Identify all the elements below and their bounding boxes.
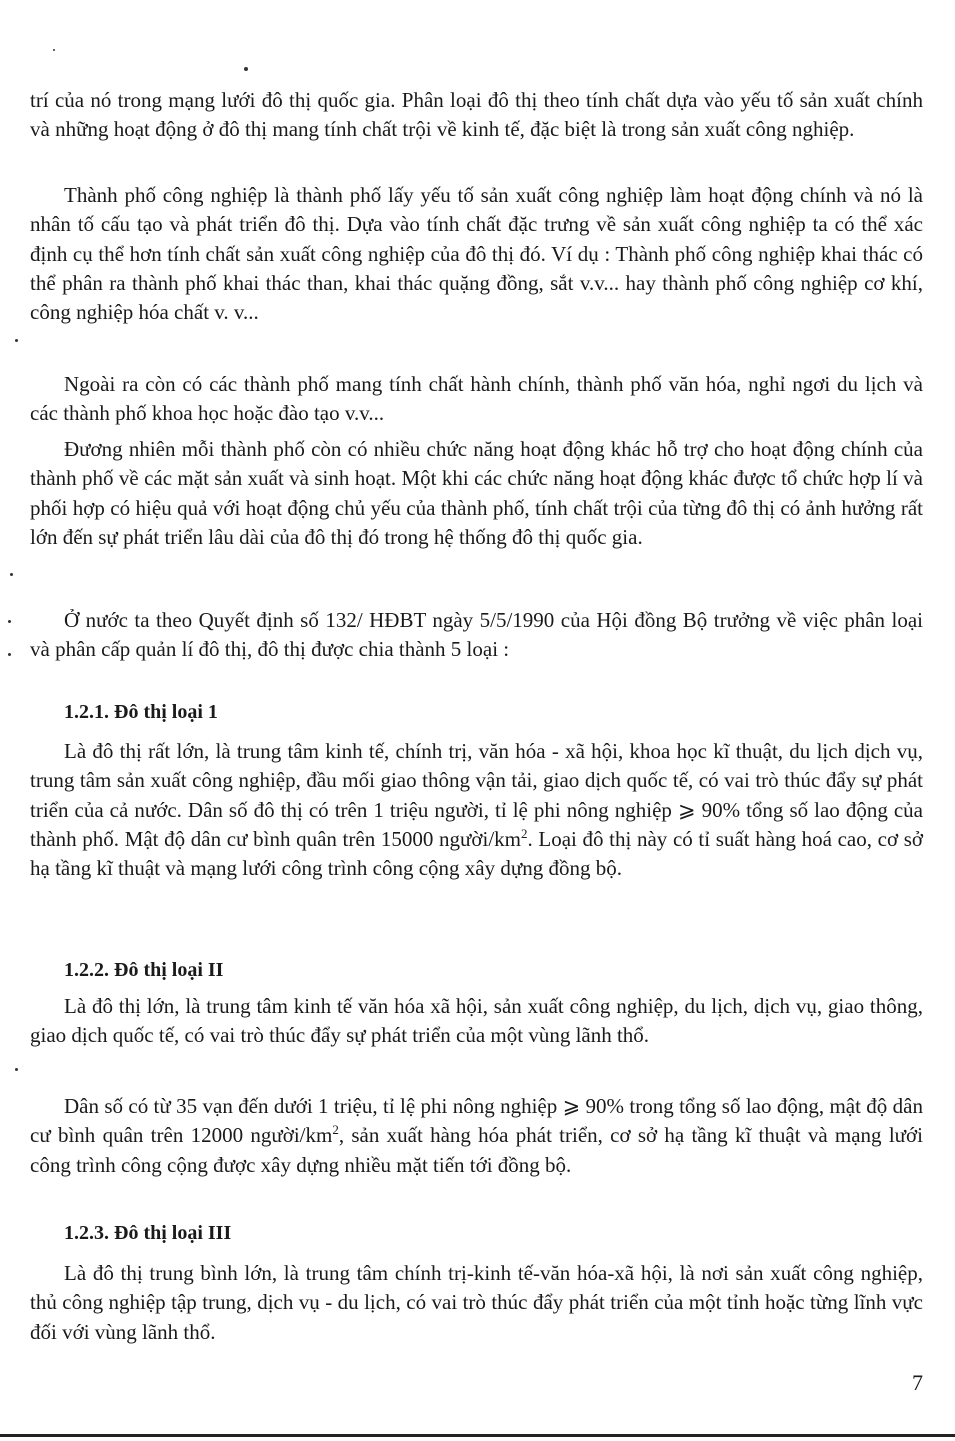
scan-speck bbox=[8, 620, 11, 623]
section-heading-type-1: 1.2.1. Đô thị loại 1 bbox=[64, 701, 218, 723]
section-heading-type-3: 1.2.3. Đô thị loại III bbox=[64, 1222, 232, 1244]
superscript: 2 bbox=[521, 825, 528, 841]
scan-speck bbox=[15, 339, 18, 342]
scan-speck bbox=[53, 49, 55, 51]
scan-speck bbox=[8, 653, 11, 656]
scan-speck bbox=[244, 67, 248, 71]
paragraph-text: Dân số có từ 35 vạn đến dưới 1 triệu, tỉ lệ phi nông nghiệp ⩾ 90% trong tổng số lao động, mật độ dân cư bình quân trên 12000 người/km bbox=[30, 1094, 923, 1148]
scan-speck bbox=[10, 573, 13, 576]
superscript: 2 bbox=[332, 1122, 339, 1138]
paragraph-classification-decision: Ở nước ta theo Quyết định số 132/ HĐBT ngày 5/5/1990 của Hội đồng Bộ trưởng về việc phân loại và phân cấp quản lí đô thị, đô thị được chia thành 5 loại : bbox=[30, 608, 923, 662]
paragraph-type-1-description bbox=[30, 737, 923, 883]
paragraph-type-2-description: Là đô thị lớn, là trung tâm kinh tế văn hóa xã hội, sản xuất công nghiệp, du lịch, dịch vụ, giao thông, giao dịch quốc tế, có vai trò thúc đẩy sự phát triển của một vùng lãnh thổ. bbox=[30, 994, 923, 1048]
paragraph-type-2-population bbox=[30, 1092, 923, 1180]
paragraph-other-cities: Ngoài ra còn có các thành phố mang tính chất hành chính, thành phố văn hóa, nghỉ ngơi du lịch và các thành phố khoa học hoặc đào tạo v.v... bbox=[30, 372, 923, 426]
page-number: 7 bbox=[912, 1370, 923, 1395]
paragraph-text: . Loại đô thị này có tỉ suất hàng hoá cao, cơ sở hạ tầng kĩ thuật và mạng lưới công trình công cộng xây dựng đồng bộ. bbox=[30, 826, 923, 881]
paragraph-text: , sản xuất hàng hóa phát triển, cơ sở hạ tầng kĩ thuật và mạng lưới công trình công cộng được xây dựng nhiều mặt tiến tới đồng bộ. bbox=[30, 1123, 923, 1177]
paragraph-continuation: trí của nó trong mạng lưới đô thị quốc gia. Phân loại đô thị theo tính chất dựa vào yếu tố sản xuất chính và những hoạt động ở đô thị mang tính chất trội về kinh tế, đặc biệt là trong sản xuất công nghiệp. bbox=[30, 88, 923, 142]
bottom-divider bbox=[0, 1434, 955, 1437]
paragraph-text: Là đô thị rất lớn, là trung tâm kinh tế, chính trị, văn hóa - xã hội, khoa học kĩ thuật, du lịch dịch vụ, trung tâm sản xuất công nghiệp, đầu mối giao thông vận tải, giao dịch quốc tế, có vai trò thúc đẩy sự phát triển của cả nước. Dân số đô thị có trên 1 triệu người, tỉ lệ phi nông nghiệp ⩾ 90% tổng số lao động của thành phố. Mật độ dân cư bình quân trên 15000 người/km bbox=[30, 739, 923, 851]
section-heading-type-2: 1.2.2. Đô thị loại II bbox=[64, 959, 224, 981]
paragraph-type-3-description: Là đô thị trung bình lớn, là trung tâm chính trị-kinh tế-văn hóa-xã hội, là nơi sản xuất công nghiệp, thủ công nghiệp tập trung, dịch vụ - du lịch, có vai trò thúc đẩy phát triển của một tỉnh hoặc từng lĩnh vực đối với vùng lãnh thổ. bbox=[30, 1261, 923, 1344]
paragraph-secondary-functions: Đương nhiên mỗi thành phố còn có nhiều chức năng hoạt động khác hỗ trợ cho hoạt động chính của thành phố về các mặt sản xuất và sinh hoạt. Một khi các chức năng hoạt động khác được tổ chức hợp lí và phối hợp có hiệu quả với hoạt động chủ yếu của thành phố, tính chất trội của từng đô thị có ảnh hưởng rất lớn đến sự phát triển lâu dài của đô thị đó trong hệ thống đô thị quốc gia. bbox=[30, 437, 923, 549]
paragraph-industrial-city: Thành phố công nghiệp là thành phố lấy yếu tố sản xuất công nghiệp làm hoạt động chính và nó là nhân tố cấu tạo và phát triển đô thị. Dựa vào tính chất đặc trưng về sản xuất công nghiệp ta có thể xác định cụ thể hơn tính chất sản xuất công nghiệp của đô thị đó. Ví dụ : Thành phố công nghiệp khai thác có thể phân ra thành phố khai thác than, khai thác quặng đồng, sắt v.v... hay thành phố công nghiệp cơ khí, công nghiệp hóa chất v. v... bbox=[30, 183, 923, 325]
scan-speck bbox=[15, 1068, 18, 1071]
